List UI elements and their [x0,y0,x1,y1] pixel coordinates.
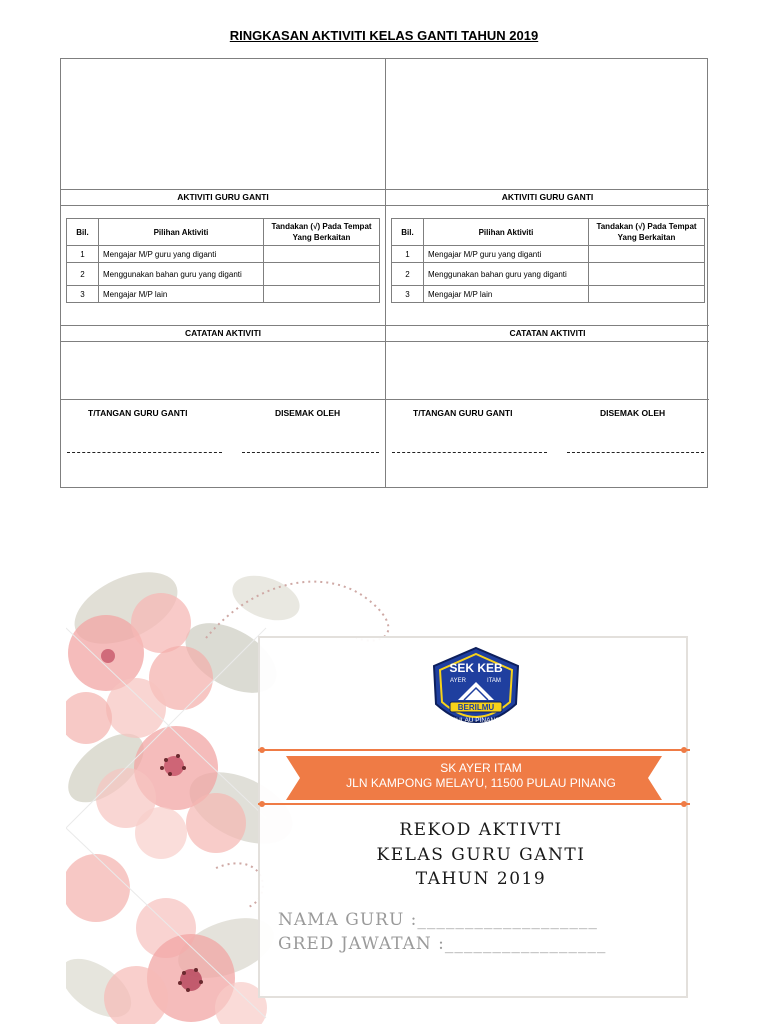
row-option: Menggunakan bahan guru yang diganti [424,263,589,286]
tick-cell[interactable] [264,246,380,263]
table-row [67,263,380,286]
activity-table [391,218,705,303]
teacher-name-field[interactable]: NAMA GURU :___________________ [278,910,598,930]
crest-bottom-text: PULAU PINANG [451,717,501,724]
header-option: Pilihan Aktiviti [99,219,264,246]
school-address: JLN KAMPONG MELAYU, 11500 PULAU PINANG [346,776,616,790]
teacher-signature-line[interactable] [392,452,547,453]
tick-cell[interactable] [264,286,380,303]
row-number: 2 [392,263,424,286]
notes-box[interactable] [61,342,385,400]
row-option: Mengajar M/P lain [99,286,264,303]
activity-table-wrap [61,206,385,326]
cover-title-line3: TAHUN 2019 [415,869,547,889]
row-number: 3 [392,286,424,303]
tick-cell[interactable] [264,263,380,286]
crest-motto: BERILMU [457,703,495,712]
row-option: Mengajar M/P guru yang diganti [99,246,264,263]
sign-teacher-label: T/TANGAN GURU GANTI [413,408,513,418]
form-column-right [385,59,709,487]
table-row [392,246,705,263]
row-number: 2 [67,263,99,286]
cover-title-line2: KELAS GURU GANTI [376,845,586,865]
sign-checked-label: DISEMAK OLEH [275,408,341,418]
header-bil: Bil. [392,219,424,246]
table-row [392,263,705,286]
table-row [67,286,380,303]
grade-field[interactable]: GRED JAWATAN :_________________ [278,934,607,954]
row-option: Menggunakan bahan guru yang diganti [99,263,264,286]
crest-sub-left: AYER [450,678,466,684]
ribbon-text [316,761,646,791]
tick-cell[interactable] [589,246,705,263]
row-option: Mengajar M/P lain [424,286,589,303]
document-title: RINGKASAN AKTIVITI KELAS GANTI TAHUN 2019 [229,28,539,43]
activity-table-wrap [386,206,709,326]
notes-box[interactable] [386,342,709,400]
cover-card [66,568,696,1024]
school-crest-logo [428,644,524,736]
tick-cell[interactable] [589,286,705,303]
header-tick: Tandakan (√) Pada Tempat Yang Berkaitan [589,219,705,246]
row-number: 3 [67,286,99,303]
activity-heading: AKTIVITI GURU GANTI [386,190,709,206]
activity-table [66,218,380,303]
form-column-left [61,59,385,487]
table-row [392,286,705,303]
row-number: 1 [392,246,424,263]
sign-teacher-label: T/TANGAN GURU GANTI [88,408,188,418]
header-option: Pilihan Aktiviti [424,219,589,246]
table-row [67,246,380,263]
checker-signature-line[interactable] [567,452,704,453]
notes-heading: CATATAN AKTIVITI [386,326,709,342]
header-tick: Tandakan (√) Pada Tempat Yang Berkaitan [264,219,380,246]
checker-signature-line[interactable] [242,452,379,453]
notes-heading: CATATAN AKTIVITI [61,326,385,342]
tick-cell[interactable] [589,263,705,286]
blank-box [61,59,385,190]
row-number: 1 [67,246,99,263]
signature-row [386,400,709,486]
teacher-signature-line[interactable] [67,452,222,453]
signature-row [61,400,385,486]
cover-title-line1: REKOD AKTIVTI [399,820,563,840]
crest-sub-right: ITAM [487,678,501,684]
activity-heading: AKTIVITI GURU GANTI [61,190,385,206]
row-option: Mengajar M/P guru yang diganti [424,246,589,263]
sign-checked-label: DISEMAK OLEH [600,408,666,418]
blank-box [386,59,709,190]
activity-form-grid [60,58,708,488]
header-bil: Bil. [67,219,99,246]
crest-top-text: SEK KEB [449,661,503,675]
school-name: SK AYER ITAM [440,761,522,775]
